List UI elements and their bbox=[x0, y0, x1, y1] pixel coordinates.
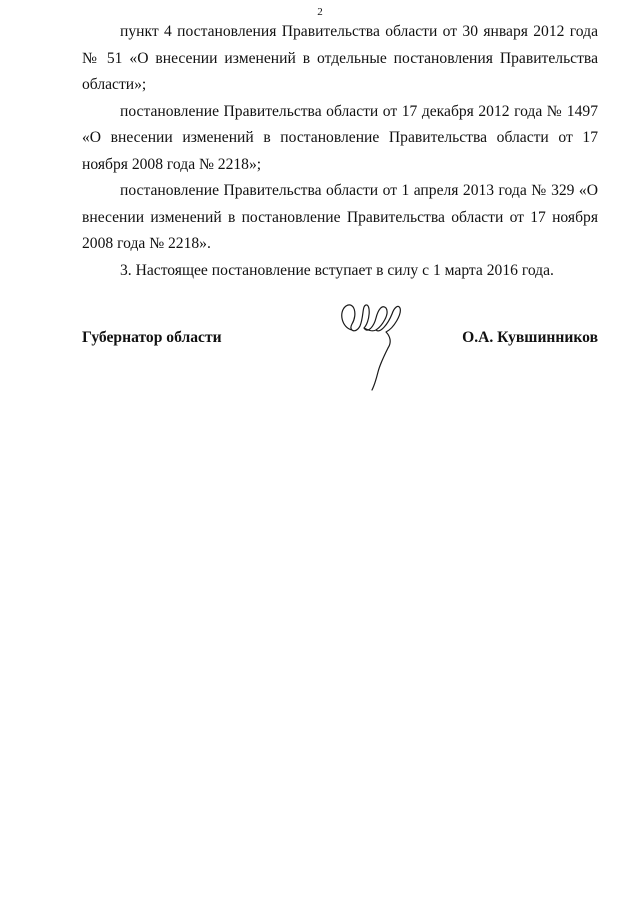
paragraph-item-2: постановление Правительства области от 17 декабря 2012 года № 1497 «О внесении изменений в постановление Правительства области от 17 ноября 2008 года № 2218»; bbox=[82, 102, 598, 173]
handwritten-signature-icon bbox=[334, 300, 414, 395]
paragraph-effective-date: 3. Настоящее постановление вступает в силу с 1 марта 2016 года. bbox=[120, 261, 554, 279]
paragraph-item-3: постановление Правительства области от 1 апреля 2013 года № 329 «О внесении изменений в постановление Правительства области от 17 ноября 2008 года № 2218». bbox=[82, 182, 598, 252]
page-number: 2 bbox=[317, 6, 323, 18]
signatory-name: О.А. Кувшинников bbox=[462, 329, 598, 346]
signatory-title: Губернатор области bbox=[82, 329, 222, 346]
document-body bbox=[82, 19, 598, 284]
paragraph-item-1: пункт 4 постановления Правительства области от 30 января 2012 года № 51 «О внесении изменений в отдельные постановления Правительства области»; bbox=[82, 23, 598, 93]
signature-block bbox=[82, 300, 598, 400]
